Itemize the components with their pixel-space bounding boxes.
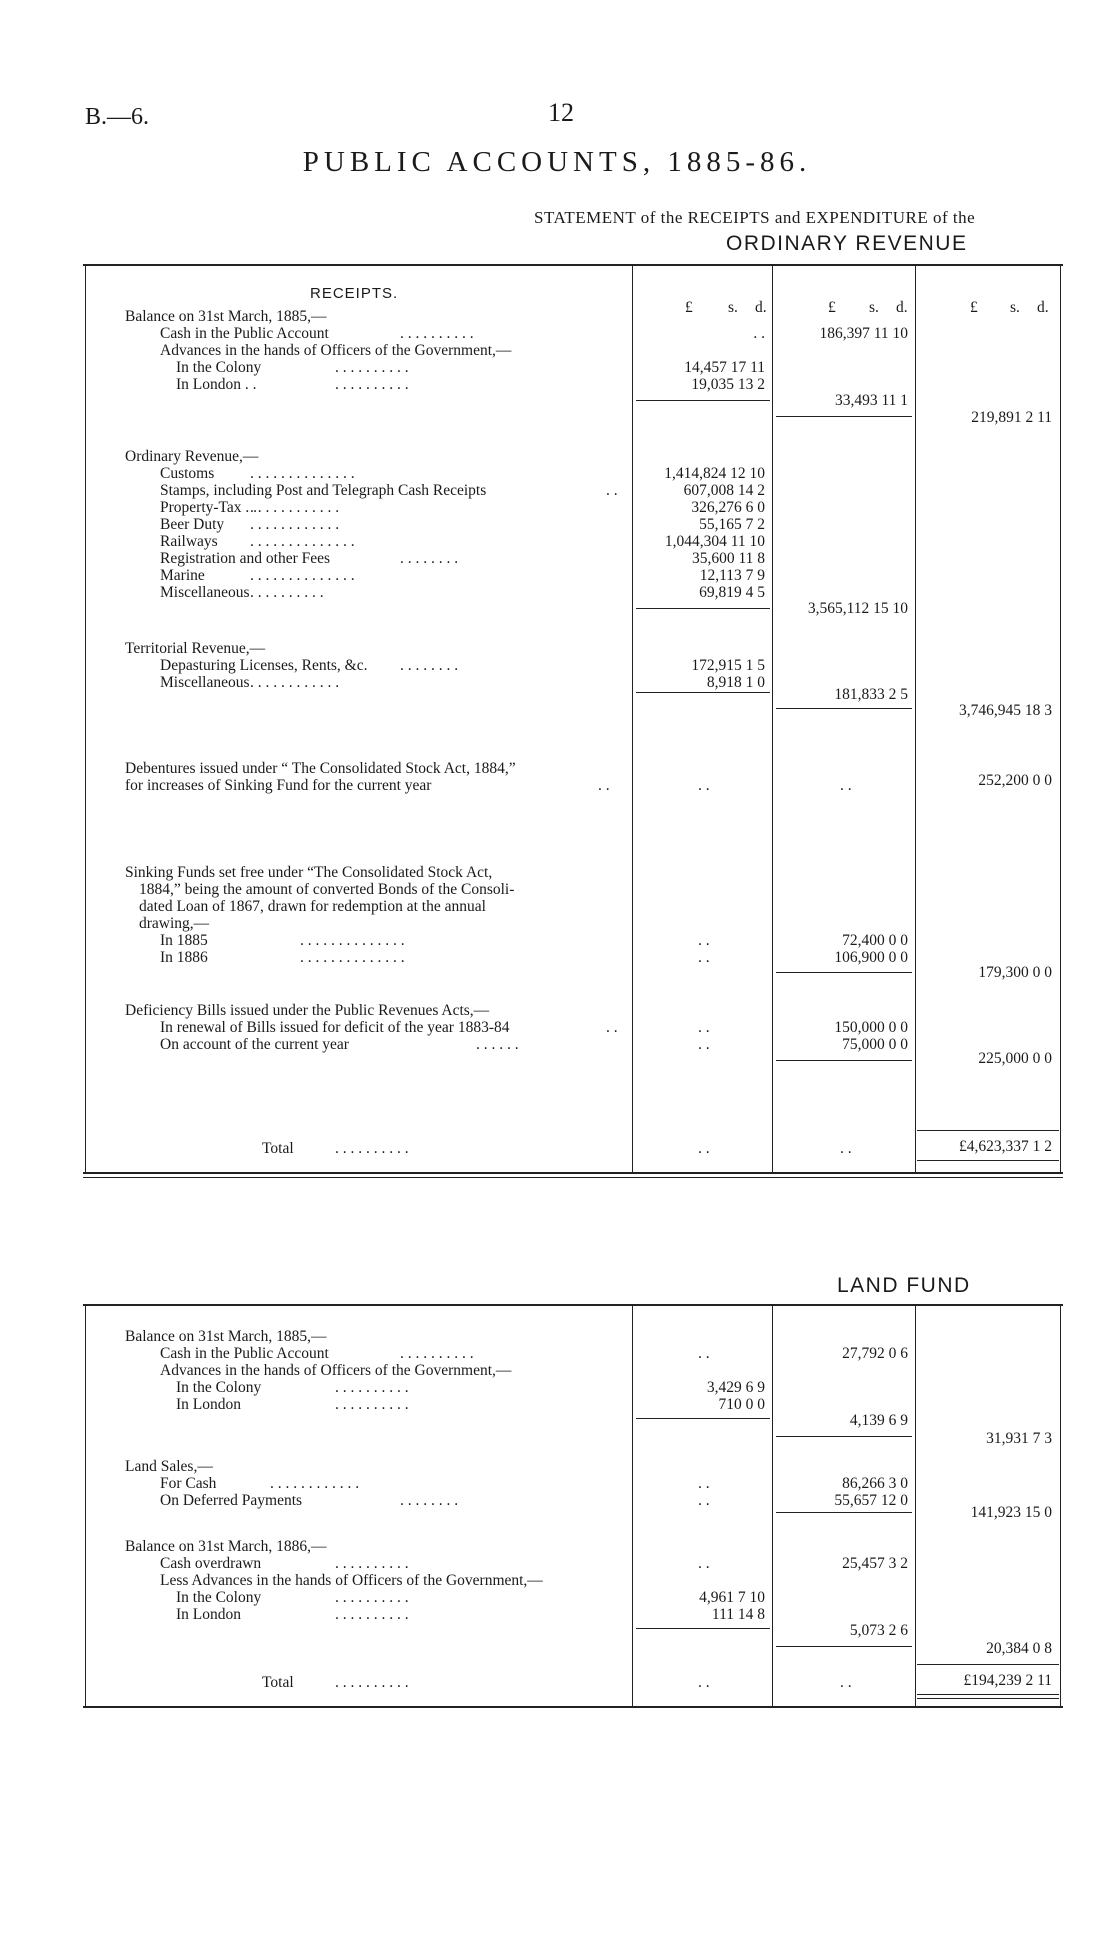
land-sales-deferred-col1: . . [698,1492,710,1509]
advances-label: Advances in the hands of Officers of the Government,— [160,342,512,359]
revenue-item-label: Registration and other Fees [160,550,331,567]
land-london-1886-col1: 111 14 8 [711,1606,765,1623]
total-col2: . . [840,1140,852,1157]
shillings-header: s. [728,299,738,316]
land-colony-col1: 3,429 6 9 [706,1379,765,1396]
land-sales-cash-col1: . . [698,1475,710,1492]
revenue-item-label: Marine [160,567,205,584]
land-advances-label: Advances in the hands of Officers of the Government,— [160,1362,512,1379]
land-colony-label: In the Colony [176,1379,262,1396]
land-balance-1885-total: 31,931 7 3 [986,1430,1052,1447]
revenue-item-label: Miscellaneous [160,674,250,691]
leader-dots: . . . . . . . . . . [335,1589,409,1606]
land-cash-public-label: Cash in the Public Account [160,1345,329,1362]
land-overdrawn-label: Cash overdrawn [160,1555,262,1572]
revenue-item-value: 69,819 4 5 [699,584,765,601]
deficiency-renewal-col2: 150,000 0 0 [834,1019,908,1036]
page-title: PUBLIC ACCOUNTS, 1885-86. [302,146,812,178]
land-total-col1: . . [698,1674,710,1691]
sum-rule [636,1418,770,1419]
sum-rule [776,708,912,709]
leader-dots: . . . . . . . . . . [335,359,409,376]
land-cash-public-col1: . . [698,1345,710,1362]
revenue-item-label: Stamps, including Post and Telegraph Cash Receipts [160,482,487,499]
debentures-col1: . . [698,777,710,794]
pounds-header: £ [970,299,978,316]
table-bottom-rule [83,1706,1063,1708]
sum-rule [776,1436,912,1437]
balance-1885-label: Balance on 31st March, 1885,— [125,308,327,325]
leader-dots: . . . . . . . . [400,550,459,567]
table-bottom-rule [83,1172,1063,1174]
leader-dots: . . . . . . . . . . . . [250,499,340,516]
deficiency-current-col2: 75,000 0 0 [842,1036,908,1053]
land-london-label: In London [176,1606,242,1623]
deficiency-label: Deficiency Bills issued under the Public Revenues Acts,— [125,1002,490,1019]
sum-rule [776,1060,912,1061]
deficiency-current-col1: . . [698,1036,710,1053]
debentures-line1: Debentures issued under “ The Consolidated Stock Act, 1884,” [125,760,516,777]
column-rule [632,1304,633,1708]
leader-dots: . . [606,1019,618,1036]
leader-dots: . . . . . . . . . . [335,1379,409,1396]
leader-dots: . . . . . . . . . . [335,376,409,393]
revenue-item-value: 607,008 14 2 [683,482,765,499]
column-rule [772,264,773,1172]
sum-rule [776,1646,912,1647]
total-box-top [917,1664,1059,1665]
table-bottom-rule [83,1177,1063,1178]
sinking-total: 179,300 0 0 [978,964,1052,981]
leader-dots: . . . . . . . . [400,1492,459,1509]
land-overdrawn-col1: . . [698,1555,710,1572]
total-box-bottom [917,1698,1059,1699]
revenue-item-label: Customs [160,465,215,482]
leader-dots: . . . . . . . . . . . . . . [250,465,355,482]
cash-public-account-label: Cash in the Public Account [160,325,329,342]
deficiency-total: 225,000 0 0 [978,1050,1052,1067]
sum-rule [776,972,912,973]
land-balance-1885-label: Balance on 31st March, 1885,— [125,1328,327,1345]
land-sales-total: 141,923 15 0 [970,1504,1052,1521]
total-box-bottom [917,1160,1059,1161]
sum-rule [776,416,912,417]
land-overdrawn-col2: 25,457 3 2 [842,1555,908,1572]
revenue-grand-total: 3,746,945 18 3 [959,702,1052,719]
land-grand-total: £194,239 2 11 [963,1672,1052,1689]
pounds-header: £ [828,299,836,316]
revenue-item-value: 326,276 6 0 [691,499,765,516]
leader-dots: . . . . . . . . . . [335,1606,409,1623]
cash-public-col2: 186,397 11 10 [819,325,908,342]
debentures-total: 252,200 0 0 [978,772,1052,789]
sinking-1885-col1: . . [698,932,710,949]
land-advances-col2: 4,139 6 9 [849,1412,908,1429]
column-rule [915,1304,916,1708]
sinking-line1: Sinking Funds set free under “The Consolidated Stock Act, [125,864,493,881]
pence-header: d. [896,299,908,316]
territorial-revenue-label: Territorial Revenue,— [125,640,266,657]
revenue-item-label: Miscellaneous [160,584,250,601]
debentures-col2: . . [840,777,852,794]
land-less-advances-label: Less Advances in the hands of Officers of the Government,— [160,1572,543,1589]
revenue-item-label: Property-Tax . . [160,499,258,516]
page-number: 12 [548,98,574,127]
deficiency-renewal-label: In renewal of Bills issued for deficit of the year 1883-84 [160,1019,510,1036]
leader-dots: . . . . . . . . . . [400,325,474,342]
revenue-item-label: Depasturing Licenses, Rents, &c. [160,657,368,674]
leader-dots: . . . . . . . . . . . . [270,1475,360,1492]
land-balance-1886-total: 20,384 0 8 [986,1640,1052,1657]
leader-dots: . . . . . . [476,1036,519,1053]
sinking-1885-label: In 1885 [160,932,208,949]
land-colony-1886-col1: 4,961 7 10 [699,1589,765,1606]
colony-col1: 14,457 17 11 [684,359,765,376]
document-reference: B.—6. [85,104,150,130]
land-total-label: Total [262,1674,294,1691]
land-fund-heading: LAND FUND [837,1274,971,1297]
leader-dots: . . . . . . . . . . . . . . [250,567,355,584]
leader-dots: . . . . . . . . . . [335,1140,409,1157]
revenue-item-value: 55,165 7 2 [699,516,765,533]
deficiency-renewal-col1: . . [698,1019,710,1036]
table-left-rule [85,264,86,1172]
leader-dots: . . . . . . . . . . . . [250,516,340,533]
ordinary-revenue-heading: ORDINARY REVENUE [726,232,968,255]
shillings-header: s. [869,299,879,316]
receipts-heading: RECEIPTS. [310,285,399,302]
total-box-top [917,1130,1059,1131]
pounds-header: £ [685,299,693,316]
sum-rule [776,1512,912,1513]
sum-rule [636,692,770,693]
shillings-header: s. [1010,299,1020,316]
sinking-line4: drawing,— [139,915,210,932]
table-left-rule [85,1304,86,1708]
cash-public-col1: . . [753,325,765,342]
sum-rule [636,1628,770,1629]
sum-rule [636,400,770,401]
ordinary-revenue-label: Ordinary Revenue,— [125,448,259,465]
leader-dots: . . . . . . . . . . . . . . [300,949,405,966]
land-colony-label: In the Colony [176,1589,262,1606]
revenue-item-value: 1,044,304 11 10 [664,533,765,550]
land-sales-cash-col2: 86,266 3 0 [842,1475,908,1492]
column-rule [632,264,633,1172]
leader-dots: . . . . . . . . [400,657,459,674]
revenue-item-label: Beer Duty [160,516,225,533]
sinking-1885-col2: 72,400 0 0 [842,932,908,949]
land-cash-public-col2: 27,792 0 6 [842,1345,908,1362]
balance-1885-total: 219,891 2 11 [971,409,1052,426]
ordinary-revenue-total: 3,565,112 15 10 [807,600,908,617]
revenue-item-label: Railways [160,533,218,550]
leader-dots: . . [606,482,618,499]
land-sales-cash-label: For Cash [160,1475,217,1492]
total-label: Total [262,1140,294,1157]
london-label: In London . . [176,376,257,393]
revenue-item-value: 12,113 7 9 [699,567,765,584]
deficiency-current-label: On account of the current year [160,1036,349,1053]
pence-header: d. [755,299,767,316]
table-right-rule [1060,1304,1061,1708]
leader-dots: . . . . . . . . . . [335,1555,409,1572]
leader-dots: . . . . . . . . . . . . . . [250,533,355,550]
land-london-label: In London [176,1396,242,1413]
sinking-line2: 1884,” being the amount of converted Bonds of the Consoli- [139,881,515,898]
ordinary-grand-total: £4,623,337 1 2 [959,1138,1052,1155]
sum-rule [636,608,770,609]
leader-dots: . . . . . . . . . . [335,1396,409,1413]
column-rule [915,264,916,1172]
sinking-1886-col1: . . [698,949,710,966]
table-top-rule [83,264,1063,266]
sinking-line3: dated Loan of 1867, drawn for redemption at the annual [139,898,486,915]
revenue-item-value: 1,414,824 12 10 [664,465,765,482]
territorial-revenue-total: 181,833 2 5 [834,686,908,703]
revenue-item-value: 8,918 1 0 [706,674,765,691]
land-london-col1: 710 0 0 [718,1396,765,1413]
leader-dots: . . . . . . . . . . . . . . [300,932,405,949]
advances-col2: 33,493 11 1 [834,392,908,409]
land-sales-label: Land Sales,— [125,1458,213,1475]
land-sales-deferred-label: On Deferred Payments [160,1492,303,1509]
table-top-rule [83,1304,1063,1306]
land-less-advances-col2: 5,073 2 6 [849,1622,908,1639]
statement-heading: STATEMENT of the RECEIPTS and EXPENDITURE of the [534,208,976,227]
revenue-item-value: 172,915 1 5 [691,657,765,674]
debentures-line2: for increases of Sinking Fund for the current year [125,777,432,794]
london-col1: 19,035 13 2 [691,376,765,393]
total-col1: . . [698,1140,710,1157]
land-balance-1886-label: Balance on 31st March, 1886,— [125,1538,327,1555]
sinking-1886-label: In 1886 [160,949,208,966]
land-sales-deferred-col2: 55,657 12 0 [834,1492,908,1509]
column-rule [772,1304,773,1708]
table-right-rule [1060,264,1061,1172]
leader-dots: . . . . . . . . . . [400,1345,474,1362]
colony-label: In the Colony [176,359,262,376]
pence-header: d. [1037,299,1049,316]
land-total-col2: . . [840,1674,852,1691]
revenue-item-value: 35,600 11 8 [691,550,765,567]
leader-dots: . . . . . . . . . . [250,584,324,601]
total-box-bottom [917,1694,1059,1695]
leader-dots: . . [598,777,610,794]
leader-dots: . . . . . . . . . . . . [250,674,340,691]
sinking-1886-col2: 106,900 0 0 [834,949,908,966]
leader-dots: . . . . . . . . . . [335,1674,409,1691]
